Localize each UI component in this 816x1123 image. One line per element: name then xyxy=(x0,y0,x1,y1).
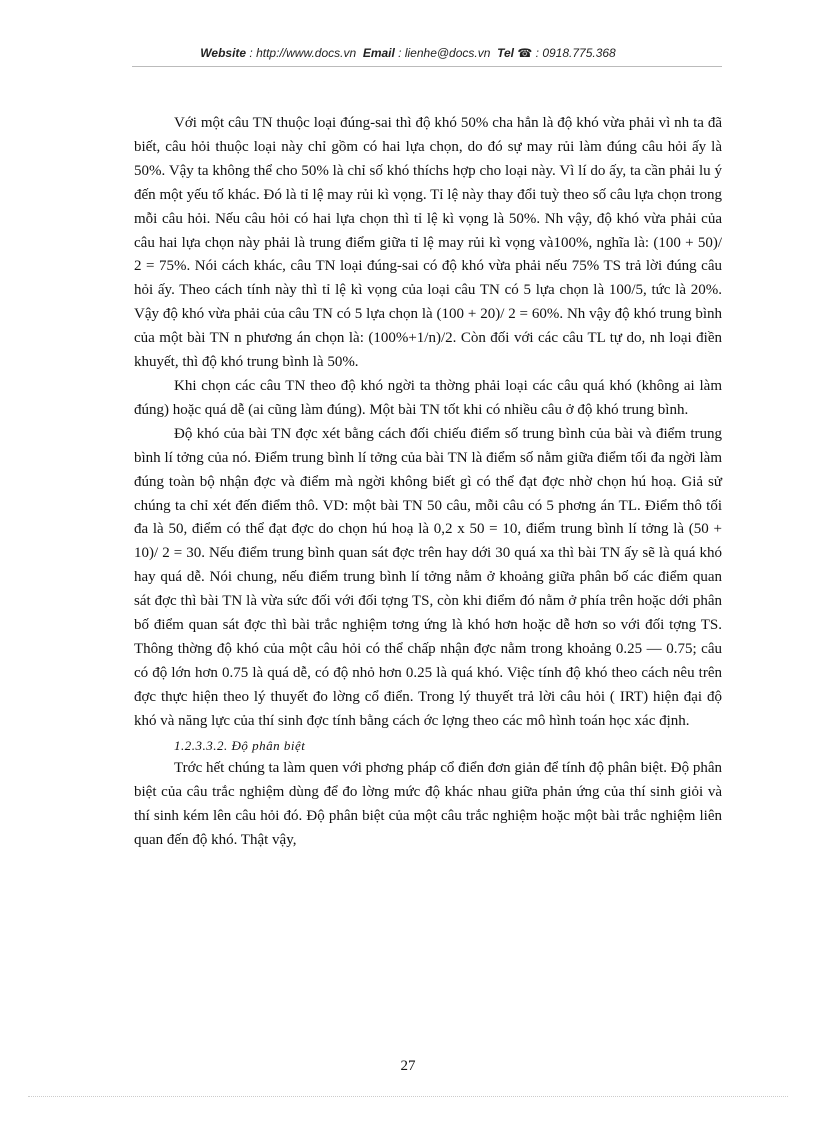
tel-value: 0918.775.368 xyxy=(542,46,616,60)
paragraph: Với một câu TN thuộc loại đúng-sai thì độ khó 50% cha hẳn là độ khó vừa phải vì nh ta đã biết, câu hỏi thuộc loại này chỉ gồm có hai lựa chọn, do đó sự may rủi làm đúng câu hỏi ấy là 50%. Vậy ta không thể cho 50% là chỉ số khó thíchs hợp cho loại này. Vì lí do ấy, ta cần phải lu ý đến một yếu tố khác. Đó là tỉ lệ may rủi kì vọng. Tỉ lệ này thay đổi tuỳ theo số câu lựa chọn trong mỗi câu hỏi. Nếu câu hỏi có hai lựa chọn thì tỉ lệ kì vọng là 50%. Nh vậy, độ khó vừa phải của câu hai lựa chọn này phải là trung điểm giữa tỉ lệ may rủi kì vọng và100%, nghĩa là: (100 + 50)/ 2 = 75%. Nói cách khác, câu TN loại đúng-sai có độ khó vừa phải nếu 75% TS trả lời đúng câu hỏi ấy. Theo cách tính này thì tỉ lệ kì vọng của loại câu TN có 5 lựa chọn là 100/5, tức là 20%. Vậy độ khó vừa phải của câu TN có 5 lựa chọn là (100 + 20)/ 2 = 60%. Nh vậy độ khó trung bình của một bài TN n phương án chọn là: (100%+1/n)/2. Còn đối với các câu TL tự do, nh loại điền khuyết, thì độ khó trung bình là 50%. xyxy=(134,115,722,371)
paragraph: Độ khó của bài TN đợc xét bằng cách đối chiếu điểm số trung bình của bài và điểm trung bình lí tởng của nó. Điểm trung bình lí tởng của bài TN là điểm số nằm giữa điểm tối đa ngời làm đúng toàn bộ nhận đợc và điểm mà ngời không biết gì có thể đạt đợc nhờ chọn hú hoạ. Giả sử chúng ta chỉ xét đến điểm thô. VD: một bài TN 50 câu, mỗi câu có 5 phơng án TL. Điểm thô tối đa là 50, điểm có thể đạt đợc do chọn hú hoạ là 0,2 x 50 = 10, điểm trung bình lí tởng là (50 + 10)/ 2 = 30. Nếu điểm trung bình quan sát đợc trên hay dới 30 quá xa thì bài TN ấy sẽ là quá khó hay quá dễ. Nói chung, nếu điểm trung bình lí tởng nằm ở khoảng giữa phân bố các điểm quan sát đợc thì bài TN là vừa sức đối với đối tợng TS, còn khi điểm đó nằm ở phía trên hoặc dới phân bố điểm quan sát đợc thì bài trắc nghiệm tơng ứng là khó hơn hoặc dễ hơn so với đối tợng TS. Thông thờng độ khó của một câu hỏi có thể chấp nhận đợc nằm trong khoảng 0.25 — 0.75; câu có độ lớn hơn 0.75 là quá dễ, có độ nhỏ hơn 0.25 là quá khó. Việc tính độ khó theo cách nêu trên đợc thực hiện theo lý thuyết đo lờng cổ điển. Trong lý thuyết trả lời câu hỏi ( IRT) hiện đại độ khó và năng lực của thí sinh đợc tính bằng cách ớc lợng theo các mô hình toán học xác định. xyxy=(134,425,722,729)
header-divider xyxy=(132,66,722,67)
footer-divider xyxy=(28,1096,788,1097)
page-number: 27 xyxy=(400,1058,416,1074)
email-label: Email xyxy=(362,46,395,60)
document-body xyxy=(134,112,722,853)
email-value: lienhe@docs.vn xyxy=(404,46,491,60)
tel-label: Tel xyxy=(497,46,514,60)
paragraph: Khi chọn các câu TN theo độ khó ngời ta thờng phải loại các câu quá khó (không ai làm đúng) hoặc quá dễ (ai cũng làm đúng). Một bài TN tốt khi có nhiều câu ở độ khó trung bình. xyxy=(134,377,722,418)
website-value: http://www.docs.vn xyxy=(256,46,357,60)
website-label: Website xyxy=(200,46,247,60)
telephone-icon: ☎ xyxy=(517,46,533,60)
paragraph: Trớc hết chúng ta làm quen với phơng pháp cổ điển đơn giản để tính độ phân biệt. Độ phân biệt của câu trắc nghiệm dùng để đo lờng mức độ khác nhau giữa phản ứng của thí sinh giỏi và thí sinh kém lên câu hỏi đó. Độ phân biệt của một câu trắc nghiệm hoặc một bài trắc nghiệm liên quan đến độ khó. Thật vậy, xyxy=(134,760,722,849)
page-header: Website : http://www.docs.vn Email : lienhe@docs.vn Tel ☎ : 0918.775.368 xyxy=(200,46,616,60)
section-subheading: 1.2.3.3.2. Độ phân biệt xyxy=(174,737,306,753)
